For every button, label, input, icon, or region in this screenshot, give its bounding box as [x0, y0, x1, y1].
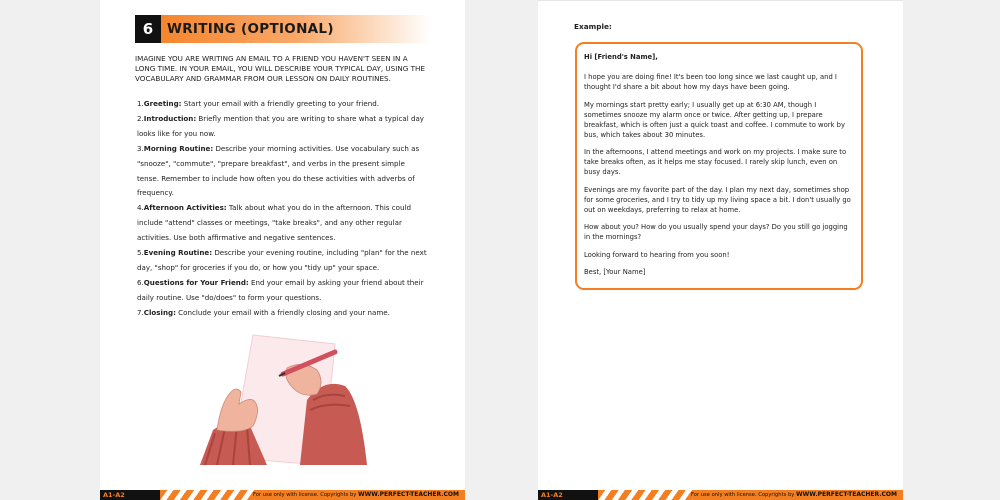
- section-header: [135, 15, 430, 43]
- step-number: 7.: [137, 307, 144, 317]
- section-title: WRITING (OPTIONAL): [167, 21, 334, 37]
- step-text: End your email by asking your friend about their daily routine. Use "do/does" to form your questions.: [137, 277, 424, 302]
- example-email-box: [575, 42, 863, 290]
- task-step: [137, 306, 429, 321]
- step-number: 5.: [137, 248, 144, 258]
- top-divider: [538, 0, 903, 1]
- hand-writing-on-paper-illustration: [195, 330, 370, 465]
- step-title: Morning Routine:: [143, 143, 214, 153]
- level-badge: A1-A2: [103, 491, 125, 499]
- step-number: 1.: [137, 99, 144, 108]
- step-text: Briefly mention that you are writing to share what a typical day looks like for you now.: [137, 113, 424, 138]
- worksheet-page-left: [100, 0, 465, 500]
- footer-site-link: WWW.PERFECT-TEACHER.COM: [357, 491, 459, 498]
- step-number: 2.: [137, 113, 144, 123]
- step-text: Describe your evening routine, including "plan" for the next day, "shop" for groceries if you do, or how you "tidy up" your space.: [137, 248, 427, 272]
- step-number: 3.: [137, 143, 144, 153]
- footer-license: For use only with license. Copyrights by WWW.PERFECT-TEACHER.COM: [690, 491, 897, 498]
- level-badge: A1-A2: [541, 491, 563, 499]
- task-step: [137, 201, 429, 246]
- footer-site-link: WWW.PERFECT-TEACHER.COM: [795, 491, 897, 498]
- step-title: Afternoon Activities:: [143, 203, 227, 213]
- task-steps-list: [137, 97, 429, 321]
- section-number: 6: [135, 15, 161, 43]
- worksheet-page-right: [538, 0, 903, 500]
- email-paragraph: I hope you are doing fine! It's been too long since we last caught up, and I thought I'd share a bit about how my days have been going.: [584, 73, 837, 91]
- task-step: [137, 246, 429, 276]
- step-text: Describe your morning activities. Use vocabulary such as "snooze", "commute", "prepare breakfast", and verbs in the present simple tense. Remember to include how often you do these activities with adverbs of frequency.: [137, 143, 420, 198]
- task-step: [137, 276, 429, 306]
- step-number: 4.: [137, 203, 144, 213]
- step-title: Introduction:: [143, 113, 197, 123]
- step-number: 6.: [137, 277, 144, 287]
- step-text: Start your email with a friendly greeting to your friend.: [181, 99, 380, 108]
- email-greeting: Hi [Friend's Name],: [584, 53, 658, 61]
- email-paragraph: In the afternoons, I attend meetings and work on my projects. I make sure to take breaks often, as it helps me stay focused. I rarely skip lunch, even on busy days.: [584, 148, 847, 176]
- page-footer: [100, 490, 465, 500]
- footer-stripes: [598, 490, 693, 500]
- page-footer: [538, 490, 903, 500]
- task-step: [137, 97, 429, 112]
- task-intro: IMAGINE YOU ARE WRITING AN EMAIL TO A FRIEND YOU HAVEN'T SEEN IN A LONG TIME. IN YOUR EMAIL, YOU WILL DESCRIBE YOUR TYPICAL DAY, USING THE VOCABULARY AND GRAMMAR FROM OUR LESSON ON DAILY ROUTINES.: [135, 54, 425, 84]
- email-paragraph: My mornings start pretty early; I usually get up at 6:30 AM, though I sometimes snooze my alarm once or twice. After getting up, I prepare breakfast, which is often just a quick toast and coffee. I commute to work by bus, which takes about 30 minutes.: [584, 100, 845, 139]
- step-title: Questions for Your Friend:: [143, 277, 249, 287]
- email-paragraph: Best, [Your Name]: [584, 268, 646, 276]
- email-paragraph: How about you? How do you usually spend your days? Do you still go jogging in the mornings?: [584, 223, 848, 241]
- task-step: [137, 142, 429, 202]
- email-paragraph: Looking forward to hearing from you soon!: [584, 250, 730, 259]
- example-label: Example:: [574, 22, 612, 31]
- step-text: Conclude your email with a friendly closing and your name.: [175, 307, 390, 317]
- footer-stripes: [160, 490, 255, 500]
- step-title: Greeting:: [143, 99, 182, 108]
- footer-license-bar: [252, 490, 465, 500]
- step-text: Talk about what you do in the afternoon. This could include "attend" classes or meetings, "take breaks", and any other regular activities. Use both affirmative and negative sentences.: [137, 203, 411, 243]
- email-paragraph: Evenings are my favorite part of the day. I plan my next day, sometimes shop for some groceries, and I try to tidy up my living space a bit. I don't usually go out on weekdays, preferring to relax at home.: [584, 185, 851, 214]
- footer-license-bar: [690, 490, 903, 500]
- footer-license: For use only with license. Copyrights by WWW.PERFECT-TEACHER.COM: [252, 491, 459, 498]
- task-step: [137, 112, 429, 142]
- step-title: Closing:: [143, 307, 176, 317]
- step-title: Evening Routine:: [143, 248, 213, 258]
